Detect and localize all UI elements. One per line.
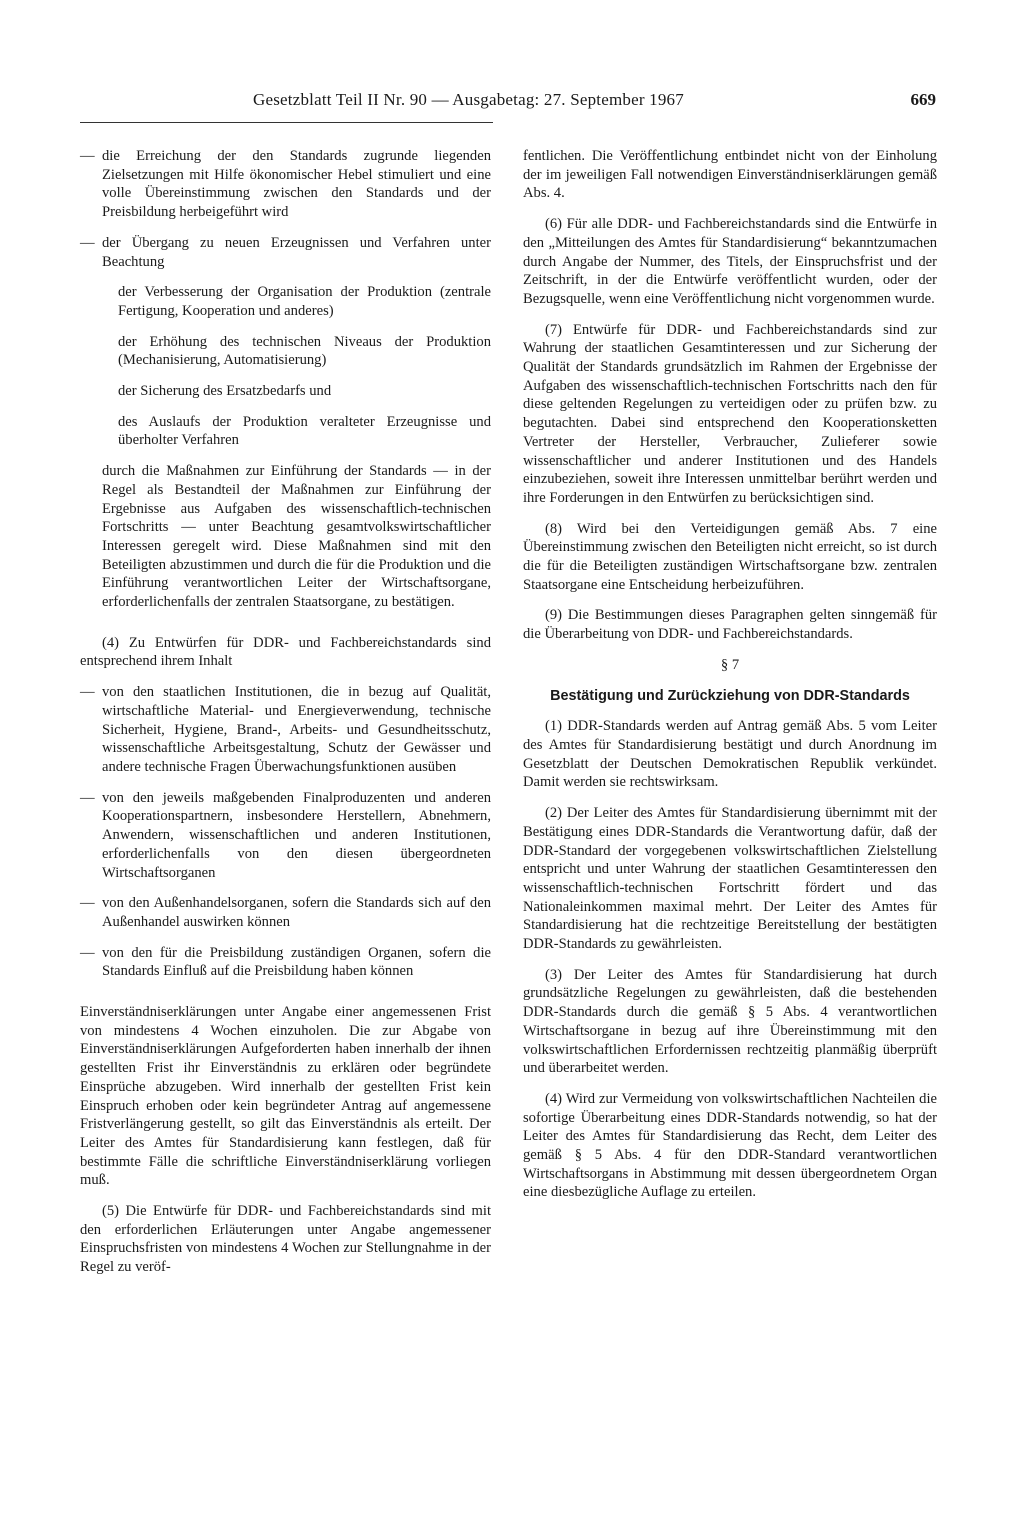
list-item <box>80 944 491 981</box>
section-7-paragraph-4: (4) Wird zur Vermeidung von volkswirtschaftlichen Nachteilen die sofortige Überarbeitung eines DDR-Standards notwendig, so hat der Leiter des Amtes für Standardisierung das Recht, dem Leiter des gemäß § 5 Abs. 4 für den DDR-Standard verantwortlichen Wirtschaftsorgans in Abstimmung mit dessen übergeordnetem Organ eine diesbezügliche Auflage zu erteilen. <box>523 1090 937 1201</box>
list-item <box>80 894 491 931</box>
dash-marker: — <box>80 895 95 912</box>
sub-list-item: des Auslaufs der Produktion veralteter Erzeugnisse und überholter Verfahren <box>118 413 491 449</box>
list-item-text: der Übergang zu neuen Erzeugnissen und Verfahren unter Beachtung <box>102 234 491 270</box>
section-7-paragraph-2: (2) Der Leiter des Amtes für Standardisierung übernimmt mit der Bestätigung eines DDR-Standards die Verantwortung dafür, daß der DDR-Standard der vorgegebenen volkswirtschaftlichen Zielstellung entspricht und unter Wahrung der staatlichen Gesamtinteressen den wissenschaftlich-technischen Fortschritt fördert und das Nationaleinkommen maximal mehrt. Der Leiter des Amtes für Standardisierung hat die rechtzeitige Bereitstellung der bestätigten DDR-Standards zu gewährleisten. <box>523 805 937 953</box>
page-number: 669 <box>910 90 936 109</box>
section-number: § 7 <box>720 656 740 673</box>
dash-marker: — <box>80 148 95 164</box>
dash-marker: — <box>80 789 95 806</box>
indented-paragraph: durch die Maßnahmen zur Einführung der Standards — in der Regel als Bestandteil der Maßnahmen zur Einführung der Ergebnisse aus Aufgaben des wissenschaftlich-technischen Fortschritts — unter Beachtung gesamtvolkswirtschaftlicher Interessen geregelt wird. Diese Maßnahmen sind mit den Beteiligten abzustimmen und durch die für die Produktion und die Einführung verantwortlichen Leiter der Wirtschaftsorgane, erforderlichenfalls der zentralen Staatsorgane, zu bestätigen. <box>102 463 491 611</box>
dash-marker: — <box>80 234 95 251</box>
right-column <box>523 147 937 1214</box>
header-title: Gesetzblatt Teil II Nr. 90 — Ausgabetag: 27. September 1967 <box>253 90 684 109</box>
list-item-text: die Erreichung der den Standards zugrunde liegenden Zielsetzungen mit Hilfe ökonomischer Hebel stimuliert und eine volle Übereinstimmung zwischen den Standards und der Preisbildung herbeigeführt wird <box>102 148 491 221</box>
sub-list-item: der Sicherung des Ersatzbedarfs und <box>118 383 332 400</box>
list-item <box>80 789 491 883</box>
paragraph-8: (8) Wird bei den Verteidigungen gemäß Abs. 7 eine Übereinstimmung zwischen den Beteiligten nicht erreicht, so ist durch die für die Beteiligten zuständigen Wirtschaftsorgane bzw. zentralen Staatsorgane eine Entscheidung herbeizuführen. <box>523 520 937 593</box>
paragraph-9: (9) Die Bestimmungen dieses Paragraphen gelten sinngemäß für die Überarbeitung von DDR- und Fachbereichstandards. <box>523 607 937 643</box>
sub-list-item: der Verbesserung der Organisation der Produktion (zentrale Fertigung, Kooperation und anderes) <box>118 284 491 319</box>
list-item <box>80 234 491 271</box>
section-7-paragraph-3: (3) Der Leiter des Amtes für Standardisierung hat durch grundsätzliche Regelungen zu gewährleisten, daß die bestehenden DDR-Standards durch die gemäß § 5 Abs. 4 verantwortlichen Wirtschaftsorgane in bezug auf ihre Übereinstimmung mit den volkswirtschaftlichen Erfordernissen rechtzeitig planmäßig überprüft und überarbeitet werden. <box>523 966 937 1077</box>
dash-marker: — <box>80 684 95 701</box>
list-item <box>80 683 491 777</box>
paragraph-4-intro: (4) Zu Entwürfen für DDR- und Fachbereichstandards sind entsprechend ihrem Inhalt <box>80 634 491 670</box>
list-item-text: von den jeweils maßgebenden Finalproduzenten und anderen Kooperationspartnern, insbesondere Herstellern, Abnehmern, Anwendern, wissenschaftlichen und anderen Institutionen, erforderlichenfalls von den diesen übergeordneten Wirtschaftsorganen <box>102 789 491 881</box>
list-item-text: von den für die Preisbildung zuständigen Organen, sofern die Standards Einfluß auf die Preisbildung haben können <box>102 944 491 980</box>
paragraph-5: (5) Die Entwürfe für DDR- und Fachbereichstandards sind mit den erforderlichen Erläuterungen unter Angabe angemessener Einspruchsfristen von mindestens 4 Wochen zur Stellungnahme in der Regel zu veröf- <box>80 1203 491 1276</box>
paragraph-6: (6) Für alle DDR- und Fachbereichstandards sind die Entwürfe in den „Mitteilungen des Amtes für Standardisierung“ bekanntzumachen durch Angabe der Nummer, des Titels, der Einspruchsfrist und der Zeitschrift, in der die Entwürfe veröffentlicht wurden, oder der Bezugsquelle, wenn eine Veröffentlichung nicht vorgenommen wurde. <box>523 216 937 307</box>
section-heading: Bestätigung und Zurückziehung von DDR-Standards <box>550 687 910 704</box>
left-column <box>80 147 491 1289</box>
dash-marker: — <box>80 944 95 961</box>
list-item <box>80 147 491 222</box>
section-7-paragraph-1: (1) DDR-Standards werden auf Antrag gemäß Abs. 5 vom Leiter des Amtes für Standardisierung bestätigt und durch Anordnung im Gesetzblatt der Deutschen Demokratischen Republik verkündet. Damit werden sie rechtswirksam. <box>523 718 937 791</box>
paragraph-4-continuation: Einverständniserklärungen unter Angabe einer angemessenen Frist von mindestens 4 Wochen einzuholen. Die zur Abgabe von Einverständniserklärungen Aufgeforderten haben innerhalb der ihnen gestellten Frist ihr Einverständnis zu erklären oder begründete Einsprüche abzugeben. Wird innerhalb der gestellten Frist kein Einspruch erhoben oder kein begründeter Antrag auf angemessene Fristverlängerung gestellt, so gilt das Einverständnis als erteilt. Der Leiter des Amtes für Standardisierung kann festlegen, daß für bestimmte Fälle die schriftliche Einverständniserklärung vorliegen muß. <box>80 1004 491 1189</box>
list-item-text: von den staatlichen Institutionen, die in bezug auf Qualität, wirtschaftliche Material- und Energieverwendung, technische Sicherheit, Hygiene, Brand-, Arbeits- und Gesundheitsschutz, wissenschaftliche Arbeitsgestaltung, Schutz der Gewässer und andere technische Fragen Überwachungsfunktionen ausüben <box>102 684 491 775</box>
paragraph-5-continuation: fentlichen. Die Veröffentlichung entbindet nicht von der Einholung der im jeweiligen Fall notwendigen Einverständniserklärungen gemäß Abs. 4. <box>523 148 937 202</box>
paragraph-7: (7) Entwürfe für DDR- und Fachbereichstandards sind zur Wahrung der staatlichen Gesamtinteressen und zur Sicherung der Qualität der Standards grundsätzlich im Rahmen der Ergebnisse der Aufgaben des wissenschaftlich-technischen Fortschritts nach den für diese geltenden Regelungen zu verteidigen oder zu prüfen bzw. zu begutachten. Dabei sind entsprechend den Kooperationsketten Vertreter der Hersteller, Verbraucher, Zulieferer sowie wissenschaftlicher und anderer Institutionen und des Handels einzubeziehen, soweit ihre Interessen unmittelbar berührt werden und ihre Forderungen in den Entwürfen zu berücksichtigen sind. <box>523 321 937 506</box>
page-header <box>80 90 936 114</box>
sub-list-item: der Erhöhung des technischen Niveaus der Produktion (Mechanisierung, Automatisierung) <box>118 333 491 369</box>
list-item-text: von den Außenhandelsorganen, sofern die Standards sich auf den Außenhandel auswirken können <box>102 895 491 930</box>
header-rule <box>80 122 493 123</box>
